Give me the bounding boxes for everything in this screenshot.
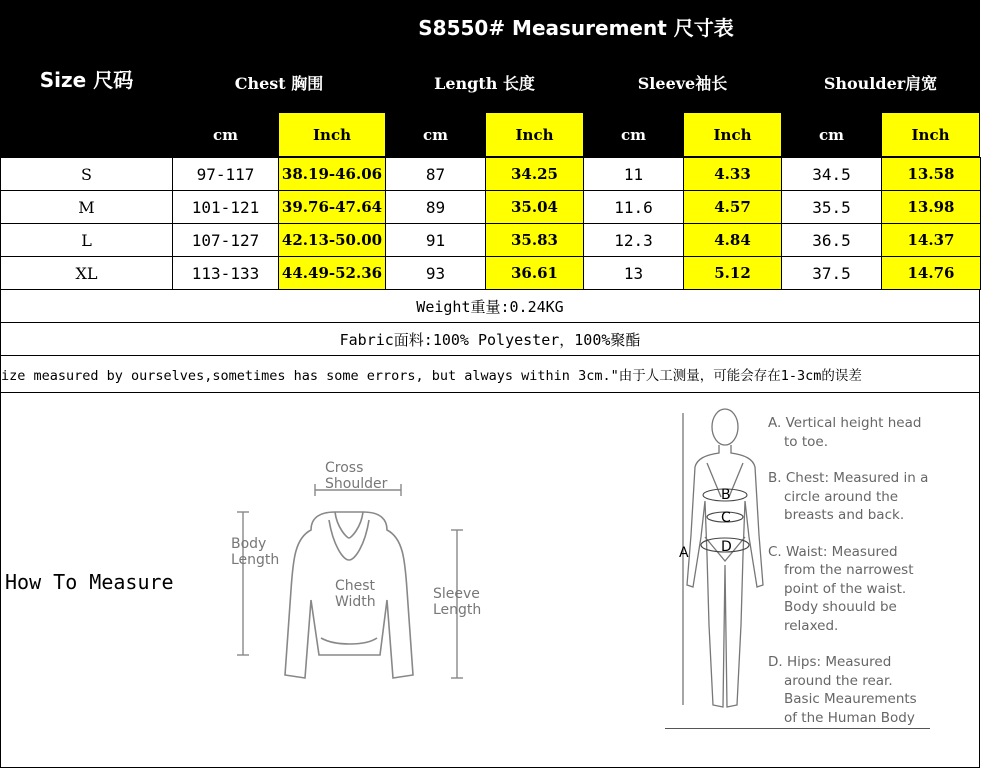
inch-value-cell: 5.12 [683,256,782,290]
size-cell: S [0,157,173,191]
legend-line: A. Vertical height head [768,415,922,431]
inch-value-cell: 14.37 [881,223,981,257]
column-header-chest: Chest 胸围 [172,52,386,113]
size-cell: M [0,190,173,224]
cm-value-cell: 11.6 [583,190,684,224]
cm-value-cell: 11 [583,157,684,191]
cm-value-cell: 34.5 [781,157,882,191]
legend-line: circle around the [784,488,899,505]
legend-line: to toe. [784,433,828,450]
inch-value-cell: 38.19-46.06 [278,157,386,191]
sleeve-length-label-2: Length [433,602,482,618]
cross-shoulder-label-2: Shoulder [325,476,388,492]
cm-value-cell: 91 [385,223,486,257]
inch-value-cell: 14.76 [881,256,981,290]
column-header-sleeve: Sleeve袖长 [583,52,782,113]
inch-value-cell: 39.76-47.64 [278,190,386,224]
cm-value-cell: 113-133 [172,256,279,290]
how-to-measure-label: How To Measure [5,570,174,594]
cm-value-cell: 89 [385,190,486,224]
chest-width-label-1: Chest [335,578,376,594]
inch-value-cell: 4.84 [683,223,782,257]
legend-item [768,543,968,636]
unit-inch-chest: Inch [278,112,386,157]
legend-line: around the rear. [784,672,893,689]
legend-line: point of the waist. [784,580,907,597]
legend-line: relaxed. [784,617,839,634]
inch-value-cell: 13.58 [881,157,981,191]
legend-item [768,653,968,727]
size-cell: XL [0,256,173,290]
legend-item [768,469,968,525]
measurement-note: ize measured by ourselves,sometimes has some errors, but always within 3cm."由于人工测量，可能会存在1-3cm的误差 [0,355,980,393]
body-label-c: C [721,510,731,526]
unit-cm-shoulder: cm [781,112,882,157]
body-length-label-2: Length [231,552,280,568]
cm-value-cell: 87 [385,157,486,191]
weight-row: Weight重量:0.24KG [0,289,980,323]
unit-cm-length: cm [385,112,486,157]
inch-value-cell: 35.83 [485,223,584,257]
cm-value-cell: 107-127 [172,223,279,257]
legend-item [768,414,968,451]
legend-line: Basic Meaurements [784,691,917,707]
body-length-label-1: Body [231,536,267,552]
body-label-b: B [721,487,731,503]
legend-line: B. Chest: Measured in a [768,470,929,486]
unit-cm-chest: cm [172,112,279,157]
inch-value-cell: 4.57 [683,190,782,224]
column-header-length: Length 长度 [385,52,584,113]
body-label-d: D [721,539,732,555]
size-cell: L [0,223,173,257]
legend-line: C. Waist: Measured [768,543,898,560]
body-figure-diagram [665,405,775,730]
cm-value-cell: 13 [583,256,684,290]
inch-value-cell: 35.04 [485,190,584,224]
inch-value-cell: 13.98 [881,190,981,224]
inch-value-cell: 34.25 [485,157,584,191]
body-label-a: A [679,545,689,561]
inch-value-cell: 36.61 [485,256,584,290]
table-title: S8550# Measurement 尺寸表 [172,0,980,53]
size-header: Size 尺码 [0,0,173,157]
cm-value-cell: 101-121 [172,190,279,224]
chest-width-label-2: Width [335,594,376,610]
fabric-row: Fabric面料:100% Polyester，100%聚酯 [0,322,980,356]
column-header-shoulder: Shoulder肩宽 [781,52,980,113]
unit-inch-shoulder: Inch [881,112,980,157]
unit-cm-sleeve: cm [583,112,684,157]
cm-value-cell: 37.5 [781,256,882,290]
cross-shoulder-label-1: Cross [325,460,364,476]
cm-value-cell: 36.5 [781,223,882,257]
inch-value-cell: 42.13-50.00 [278,223,386,257]
legend-line: from the narrowest [784,562,914,578]
sleeve-length-label-1: Sleeve [433,586,480,602]
legend-line: of the Human Body [784,709,915,726]
cm-value-cell: 35.5 [781,190,882,224]
legend-line: Body shouuld be [784,599,897,615]
measurement-legend [768,414,968,745]
sweater-diagram [225,450,495,690]
unit-inch-length: Inch [485,112,584,157]
legend-line: D. Hips: Measured [768,654,892,670]
cm-value-cell: 93 [385,256,486,290]
inch-value-cell: 4.33 [683,157,782,191]
unit-inch-sleeve: Inch [683,112,782,157]
inch-value-cell: 44.49-52.36 [278,256,386,290]
legend-line: breasts and back. [784,507,905,523]
cm-value-cell: 97-117 [172,157,279,191]
cm-value-cell: 12.3 [583,223,684,257]
